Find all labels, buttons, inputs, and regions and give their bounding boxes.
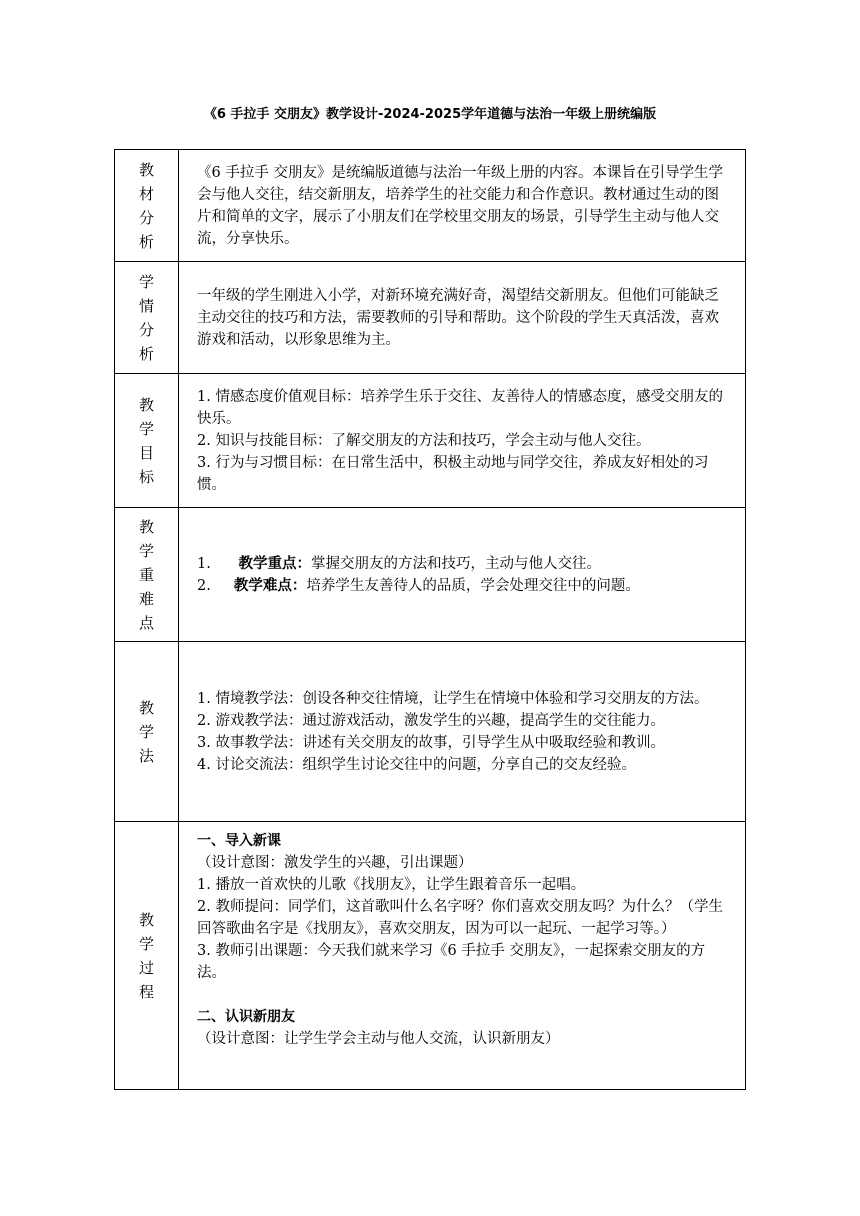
teaching-process-content (179, 822, 746, 1090)
list-item: 2. 教师提问：同学们，这首歌叫什么名字呀？你们喜欢交朋友吗？为什么？（学生回答歌曲名字是《找朋友》，喜欢交朋友，因为可以一起玩、一起学习等。） (197, 899, 723, 937)
row-label-teaching-goals: 教 学 目 标 (115, 374, 179, 508)
teaching-goals-list (179, 374, 746, 508)
page-title: 《6 手拉手 交朋友》教学设计-2024-2025学年道德与法治一年级上册统编版 (203, 107, 657, 122)
list-item: 1. 情境教学法：创设各种交往情境，让学生在情境中体验和学习交朋友的方法。 (197, 690, 709, 707)
paragraph: 一年级的学生刚进入小学，对新环境充满好奇，渴望结交新朋友。但他们可能缺乏主动交往的技巧和方法，需要教师的引导和帮助。这个阶段的学生天真活泼，喜欢游戏和活动，以形象思维为主。 (197, 287, 719, 348)
row-label-textbook-analysis: 教 材 分 析 (115, 150, 179, 262)
row-label-teaching-methods: 教 学 法 (115, 642, 179, 822)
list-item: 2. 知识与技能目标：了解交朋友的方法和技巧，学会主动与他人交往。 (197, 432, 651, 449)
teaching-methods-list (179, 642, 746, 822)
list-item: 4. 讨论交流法：组织学生讨论交往中的问题，分享自己的交友经验。 (197, 756, 636, 773)
row-label-student-analysis: 学 情 分 析 (115, 262, 179, 374)
list-item: 1. 情感态度价值观目标：培养学生乐于交往、友善待人的情感态度，感受交朋友的快乐。 (197, 388, 723, 427)
paragraph: 《6 手拉手 交朋友》是统编版道德与法治一年级上册的内容。本课旨在引导学生学会与他人交往，结交新朋友，培养学生的社交能力和合作意识。教材通过生动的图片和简单的文字，展示了小朋友们在学校里交朋友的场景，引导学生主动与他人交流，分享快乐。 (197, 164, 723, 247)
list-item: 3. 故事教学法：讲述有关交朋友的故事，引导学生从中吸取经验和教训。 (197, 734, 665, 751)
table-row-teaching-goals (115, 374, 746, 508)
list-item: 1. 播放一首欢快的儿歌《找朋友》，让学生跟着音乐一起唱。 (197, 877, 586, 893)
table-row-student-analysis (115, 262, 746, 374)
section-heading: 二、认识新朋友 (197, 1009, 295, 1025)
list-item: 3. 教师引出课题：今天我们就来学习《6 手拉手 交朋友》，一起探索交朋友的方法。 (197, 943, 706, 981)
textbook-analysis-text (179, 150, 746, 262)
list-item: 2. 游戏教学法：通过游戏活动，激发学生的兴趣，提高学生的交往能力。 (197, 712, 665, 729)
table-row-textbook-analysis (115, 150, 746, 262)
lesson-plan-table (114, 149, 746, 1090)
row-label-teaching-process: 教 学 过 程 (115, 822, 179, 1090)
row-label-key-points: 教 学 重 难 点 (115, 508, 179, 642)
list-item: 2. 教学难点：培养学生友善待人的品质，学会处理交往中的问题。 (197, 576, 640, 594)
table-row-teaching-methods (115, 642, 746, 822)
table-row-teaching-process (115, 822, 746, 1090)
section-heading: 一、导入新课 (197, 833, 281, 849)
spacer (197, 984, 731, 1006)
key-points-list (179, 508, 746, 642)
student-analysis-text (179, 262, 746, 374)
list-item: 3. 行为与习惯目标：在日常生活中，积极主动地与同学交往，养成友好相处的习惯。 (197, 454, 709, 493)
design-intent: （设计意图：激发学生的兴趣，引出课题） (197, 855, 473, 871)
design-intent: （设计意图：让学生学会主动与他人交流，认识新朋友） (197, 1031, 560, 1047)
table-row-key-points (115, 508, 746, 642)
list-item: 1. 教学重点：掌握交朋友的方法和技巧，主动与他人交往。 (197, 554, 601, 572)
